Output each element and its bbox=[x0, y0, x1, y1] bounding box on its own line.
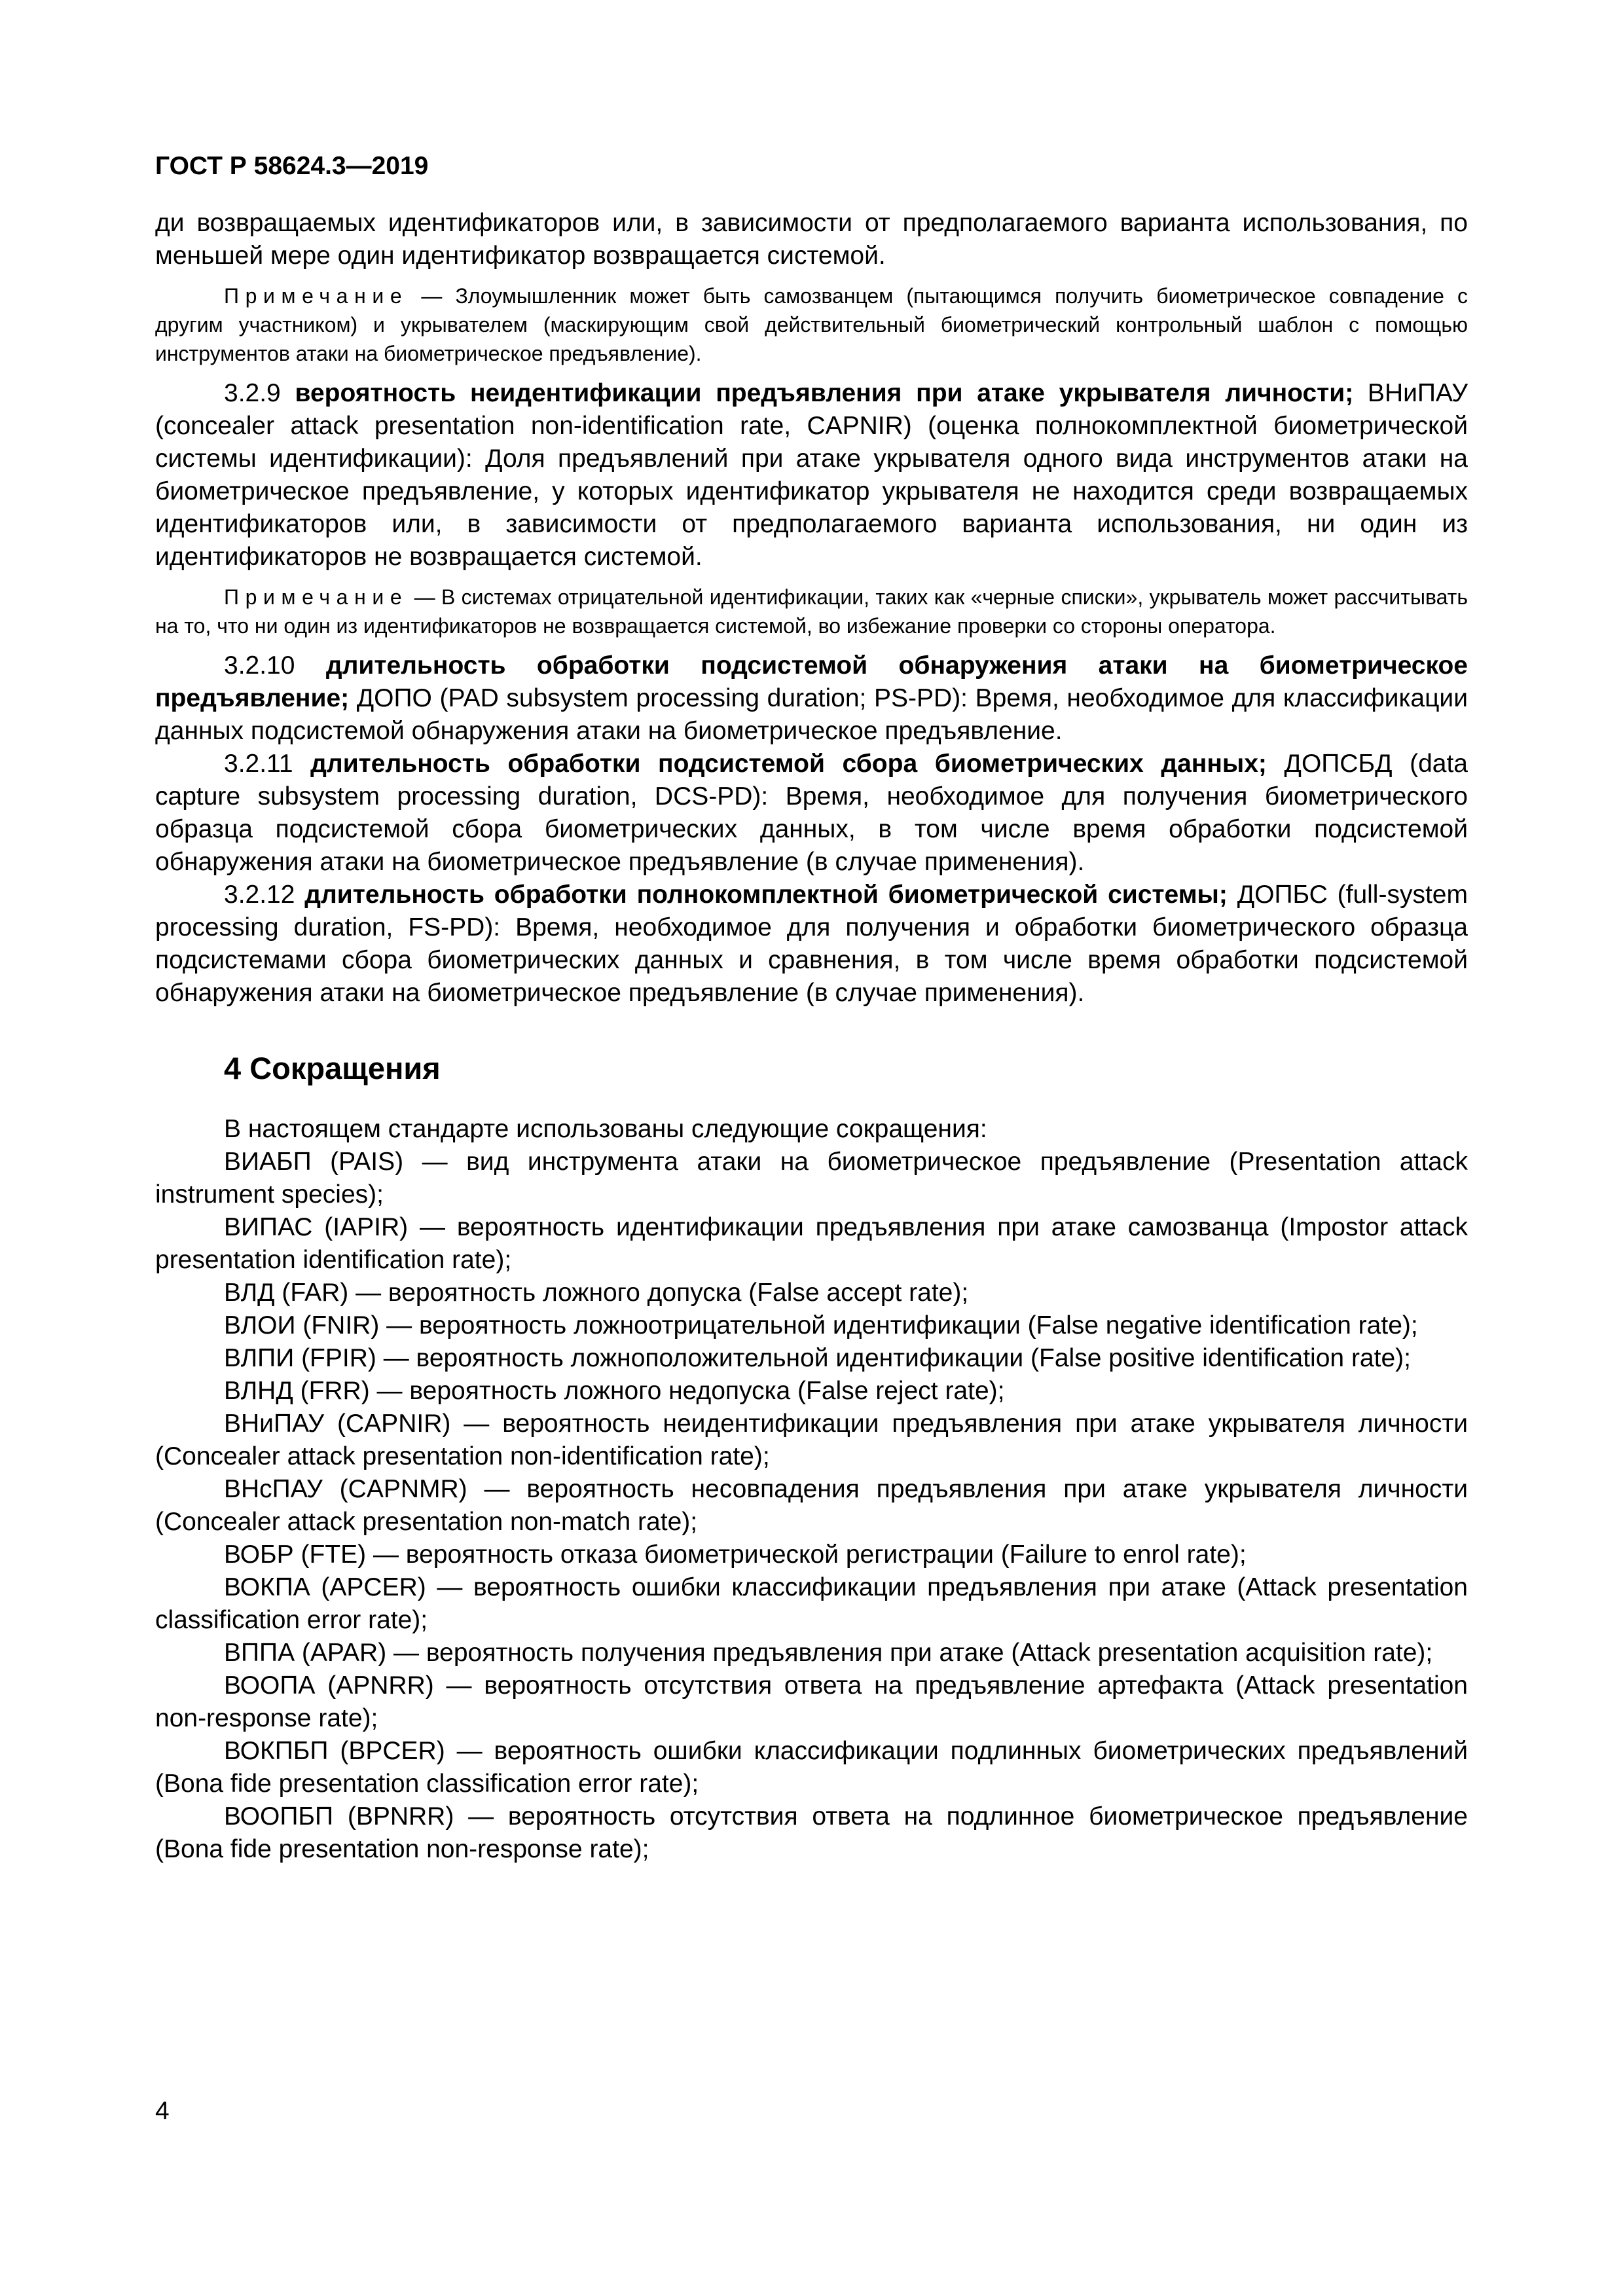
continuation-paragraph: ди возвращаемых идентификаторов или, в зависимости от предполагаемого варианта использования, по меньшей мере один идентификатор возвращается системой. bbox=[155, 209, 1468, 270]
note-1-label: Примечание bbox=[224, 284, 409, 308]
definition-number: 3.2.11 bbox=[224, 750, 293, 778]
abbreviation-item: ВОКПА (APCER) — вероятность ошибки классификации предъявления при атаке (Attack presentation classification error rate); bbox=[155, 1573, 1468, 1634]
definition-3-2-10 bbox=[155, 649, 1468, 748]
definition-3-2-9 bbox=[155, 377, 1468, 574]
abbreviations-list bbox=[155, 1146, 1468, 1866]
note-2-text: — В системах отрицательной идентификации, таких как «черные списки», укрыватель может рассчитывать на то, что ни один из идентификаторов не возвращается системой, во избежание проверки со стороны оператора. bbox=[155, 585, 1468, 638]
section-4-title: 4 Сокращения bbox=[224, 1051, 441, 1085]
definition-3-2-11 bbox=[155, 748, 1468, 879]
definition-number: 3.2.10 bbox=[224, 651, 295, 680]
note-2-label: Примечание bbox=[224, 585, 409, 609]
abbreviation-item: ВНсПАУ (CAPNMR) — вероятность несовпадения предъявления при атаке укрывателя личности (Concealer attack presentation non-match rate); bbox=[155, 1475, 1468, 1536]
note-1 bbox=[155, 282, 1468, 368]
note-1-text: — Злоумышленник может быть самозванцем (пытающимся получить биометрическое совпадение с другим участником) и укрывателем (маскирующим свой действительный биометрический контрольный шаблон с помощью инструментов атаки на биометрическое предъявление). bbox=[155, 284, 1468, 365]
abbreviation-item: ВИАБП (PAIS) — вид инструмента атаки на биометрическое предъявление (Presentation attack instrument species); bbox=[155, 1148, 1468, 1209]
document-page bbox=[155, 149, 1468, 1866]
definition-term: длительность обработки подсистемой сбора биометрических данных; bbox=[310, 750, 1267, 778]
abbreviation-item: ВНиПАУ (CAPNIR) — вероятность неидентификации предъявления при атаке укрывателя личности (Concealer attack presentation non-identification rate); bbox=[155, 1410, 1468, 1470]
note-2 bbox=[155, 583, 1468, 640]
abbreviation-item: ВЛД (FAR) — вероятность ложного допуска (False accept rate); bbox=[224, 1279, 969, 1307]
definition-number: 3.2.9 bbox=[224, 379, 281, 407]
definition-text: ДОПСБД (data capture subsystem processing duration, DCS-PD): Время, необходимое для получения биометрического образца подсистемой сбора биометрических данных, в том числе время обработки подсистемой обнаружения атаки на биометрическое предъявление (в случае применения). bbox=[155, 750, 1468, 876]
abbreviation-item: ВОКПБП (BPCER) — вероятность ошибки классификации подлинных биометрических предъявлений (Bona fide presentation classification error rate); bbox=[155, 1737, 1468, 1798]
definition-number: 3.2.12 bbox=[224, 881, 295, 909]
definition-text: ДОПБС (full-system processing duration, FS-PD): Время, необходимое для получения и обработки биометрического образца подсистемами сбора биометрических данных и сравнения, в том числе время обработки подсистемой обнаружения атаки на биометрическое предъявление (в случае применения). bbox=[155, 881, 1468, 1007]
definition-term: длительность обработки полнокомплектной биометрической системы; bbox=[304, 881, 1228, 909]
page-number: 4 bbox=[155, 2097, 170, 2125]
definition-text: ДОПО (PAD subsystem processing duration; PS-PD): Время, необходимое для классификации данных подсистемой обнаружения атаки на биометрическое предъявление. bbox=[155, 684, 1468, 745]
definition-3-2-12 bbox=[155, 879, 1468, 1010]
abbreviation-item: ВООПБП (BPNRR) — вероятность отсутствия ответа на подлинное биометрическое предъявление (Bona fide presentation non-response rate); bbox=[155, 1802, 1468, 1863]
standard-number-header: ГОСТ Р 58624.3—2019 bbox=[155, 152, 429, 180]
abbreviation-item: ВЛНД (FRR) — вероятность ложного недопуска (False reject rate); bbox=[224, 1377, 1005, 1405]
abbreviation-item: ВЛОИ (FNIR) — вероятность ложноотрицательной идентификации (False negative identification rate); bbox=[224, 1311, 1418, 1339]
abbreviation-item: ВЛПИ (FPIR) — вероятность ложноположительной идентификации (False positive identification rate); bbox=[224, 1344, 1411, 1372]
abbreviation-item: ВИПАС (IAPIR) — вероятность идентификации предъявления при атаке самозванца (Impostor attack presentation identification rate); bbox=[155, 1213, 1468, 1274]
section-4-intro: В настоящем стандарте использованы следующие сокращения: bbox=[224, 1115, 987, 1143]
definition-term: длительность обработки подсистемой обнаружения атаки на биометрическое предъявление; bbox=[155, 651, 1468, 712]
definition-text: ВНиПАУ (concealer attack presentation non-identification rate, CAPNIR) (оценка полнокомплектной биометрической системы идентификации): Доля предъявлений при атаке укрывателя одного вида инструментов атаки на биометрическое предъявление, у которых идентификатор укрывателя не находится среди возвращаемых идентификаторов или, в зависимости от предполагаемого варианта использования, ни один из идентификаторов не возвращается системой. bbox=[155, 379, 1468, 571]
abbreviation-item: ВООПА (APNRR) — вероятность отсутствия ответа на предъявление артефакта (Attack presentation non-response rate); bbox=[155, 1671, 1468, 1732]
abbreviation-item: ВОБР (FTE) — вероятность отказа биометрической регистрации (Failure to enrol rate); bbox=[224, 1540, 1247, 1569]
abbreviation-item: ВППА (APAR) — вероятность получения предъявления при атаке (Attack presentation acquisition rate); bbox=[224, 1639, 1433, 1667]
definition-term: вероятность неидентификации предъявления при атаке укрывателя личности; bbox=[295, 379, 1354, 407]
